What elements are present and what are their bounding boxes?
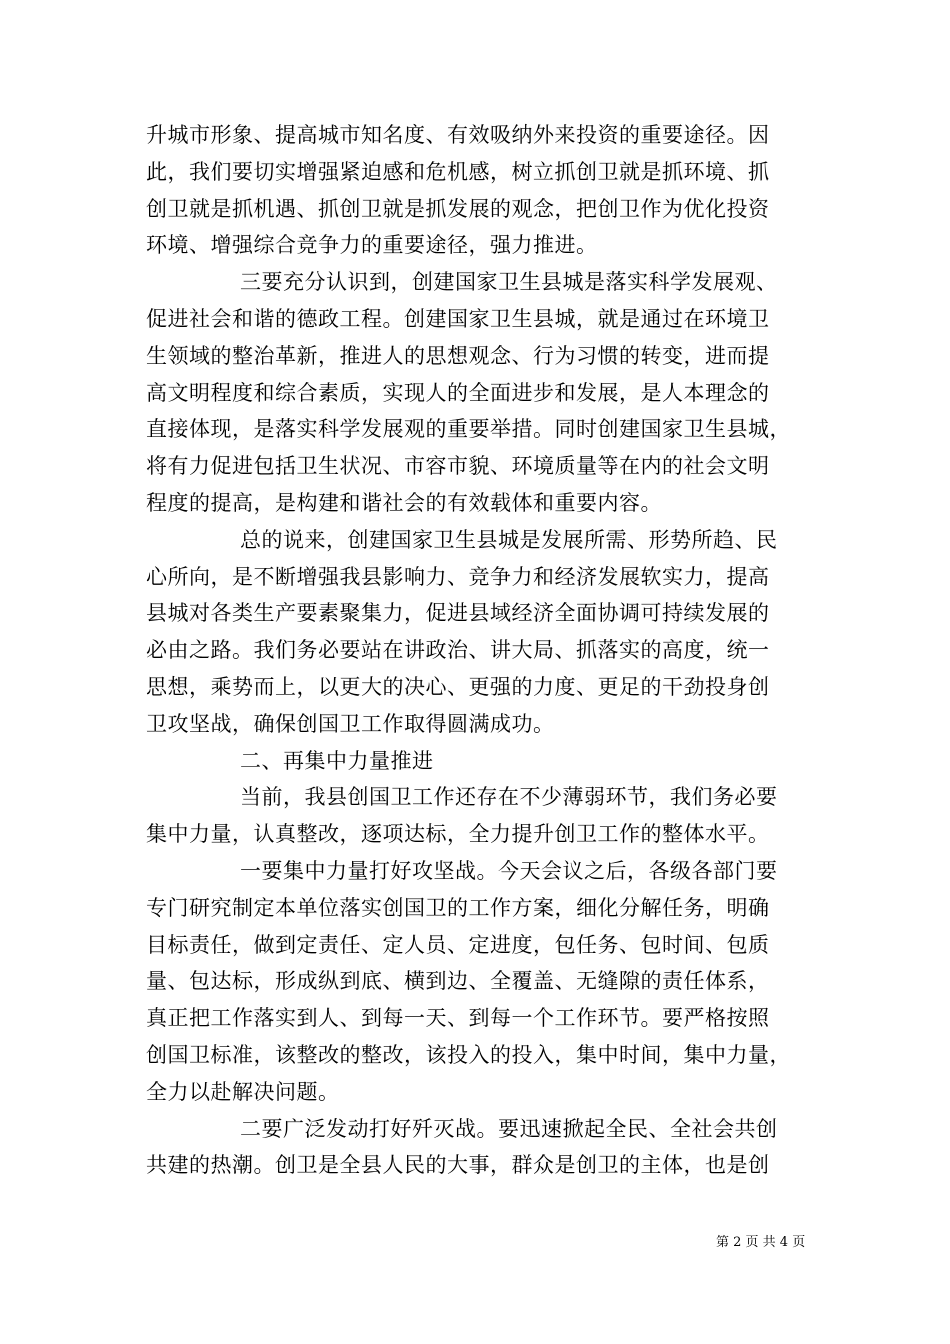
text-line: 当前，我县创国卫工作还存在不少薄弱环节，我们务必要 <box>240 785 778 810</box>
text-line: 必由之路。我们务必要站在讲政治、讲大局、抓落实的高度，统一 <box>146 638 770 663</box>
text-line: 此，我们要切实增强紧迫感和危机感，树立抓创卫就是抓环境、抓 <box>146 159 770 184</box>
text-line: 促进社会和谐的德政工程。创建国家卫生县城，就是通过在环境卫 <box>146 306 770 331</box>
text-line: 二、再集中力量推进 <box>240 748 434 773</box>
text-line: 生领域的整治革新，推进人的思想观念、行为习惯的转变，进而提 <box>146 343 770 368</box>
text-line: 思想，乘势而上，以更大的决心、更强的力度、更足的干劲投身创 <box>146 674 770 699</box>
text-line: 卫攻坚战，确保创国卫工作取得圆满成功。 <box>146 711 555 736</box>
text-line: 共建的热潮。创卫是全县人民的大事，群众是创卫的主体，也是创 <box>146 1153 770 1178</box>
text-line: 将有力促进包括卫生状况、市容市貌、环境质量等在内的社会文明 <box>146 454 770 479</box>
text-line: 总的说来，创建国家卫生县城是发展所需、形势所趋、民 <box>240 527 778 552</box>
paragraph <box>146 779 823 853</box>
text-line: 程度的提高，是构建和谐社会的有效载体和重要内容。 <box>146 490 662 515</box>
text-line: 高文明程度和综合素质，实现人的全面进步和发展，是人本理念的 <box>146 380 770 405</box>
text-line: 目标责任，做到定责任、定人员、定进度，包任务、包时间、包质 <box>146 932 770 957</box>
text-line: 量、包达标，形成纵到底、横到边、全覆盖、无缝隙的责任体系， <box>146 969 770 994</box>
page-number-footer: 第 2 页 共 4 页 <box>716 1235 806 1250</box>
paragraph <box>146 853 823 1111</box>
text-line: 创卫就是抓机遇、抓创卫就是抓发展的观念，把创卫作为优化投资 <box>146 196 770 221</box>
text-line: 县城对各类生产要素聚集力，促进县域经济全面协调可持续发展的 <box>146 601 770 626</box>
text-line: 直接体现，是落实科学发展观的重要举措。同时创建国家卫生县城， <box>146 417 791 442</box>
text-line: 专门研究制定本单位落实创国卫的工作方案，细化分解任务，明确 <box>146 895 770 920</box>
paragraph <box>146 117 823 264</box>
paragraph <box>146 522 823 743</box>
text-line: 心所向，是不断增强我县影响力、竞争力和经济发展软实力，提高 <box>146 564 770 589</box>
text-line: 创国卫标准，该整改的整改，该投入的投入，集中时间，集中力量， <box>146 1042 791 1067</box>
text-line: 集中力量，认真整改，逐项达标，全力提升创卫工作的整体水平。 <box>146 822 770 847</box>
text-line: 全力以赴解决问题。 <box>146 1079 340 1104</box>
text-line: 真正把工作落实到人、到每一天、到每一个工作环节。要严格按照 <box>146 1006 770 1031</box>
paragraph <box>146 1111 823 1185</box>
paragraph <box>146 264 823 522</box>
text-line: 升城市形象、提高城市知名度、有效吸纳外来投资的重要途径。因 <box>146 123 770 147</box>
text-line: 环境、增强综合竞争力的重要途径，强力推进。 <box>146 233 598 258</box>
paragraph <box>146 743 823 780</box>
text-line: 二要广泛发动打好歼灭战。要迅速掀起全民、全社会共创 <box>240 1116 778 1141</box>
document-body <box>146 117 823 1184</box>
text-line: 三要充分认识到，创建国家卫生县城是落实科学发展观、 <box>240 270 778 295</box>
text-line: 一要集中力量打好攻坚战。今天会议之后，各级各部门要 <box>240 858 778 883</box>
